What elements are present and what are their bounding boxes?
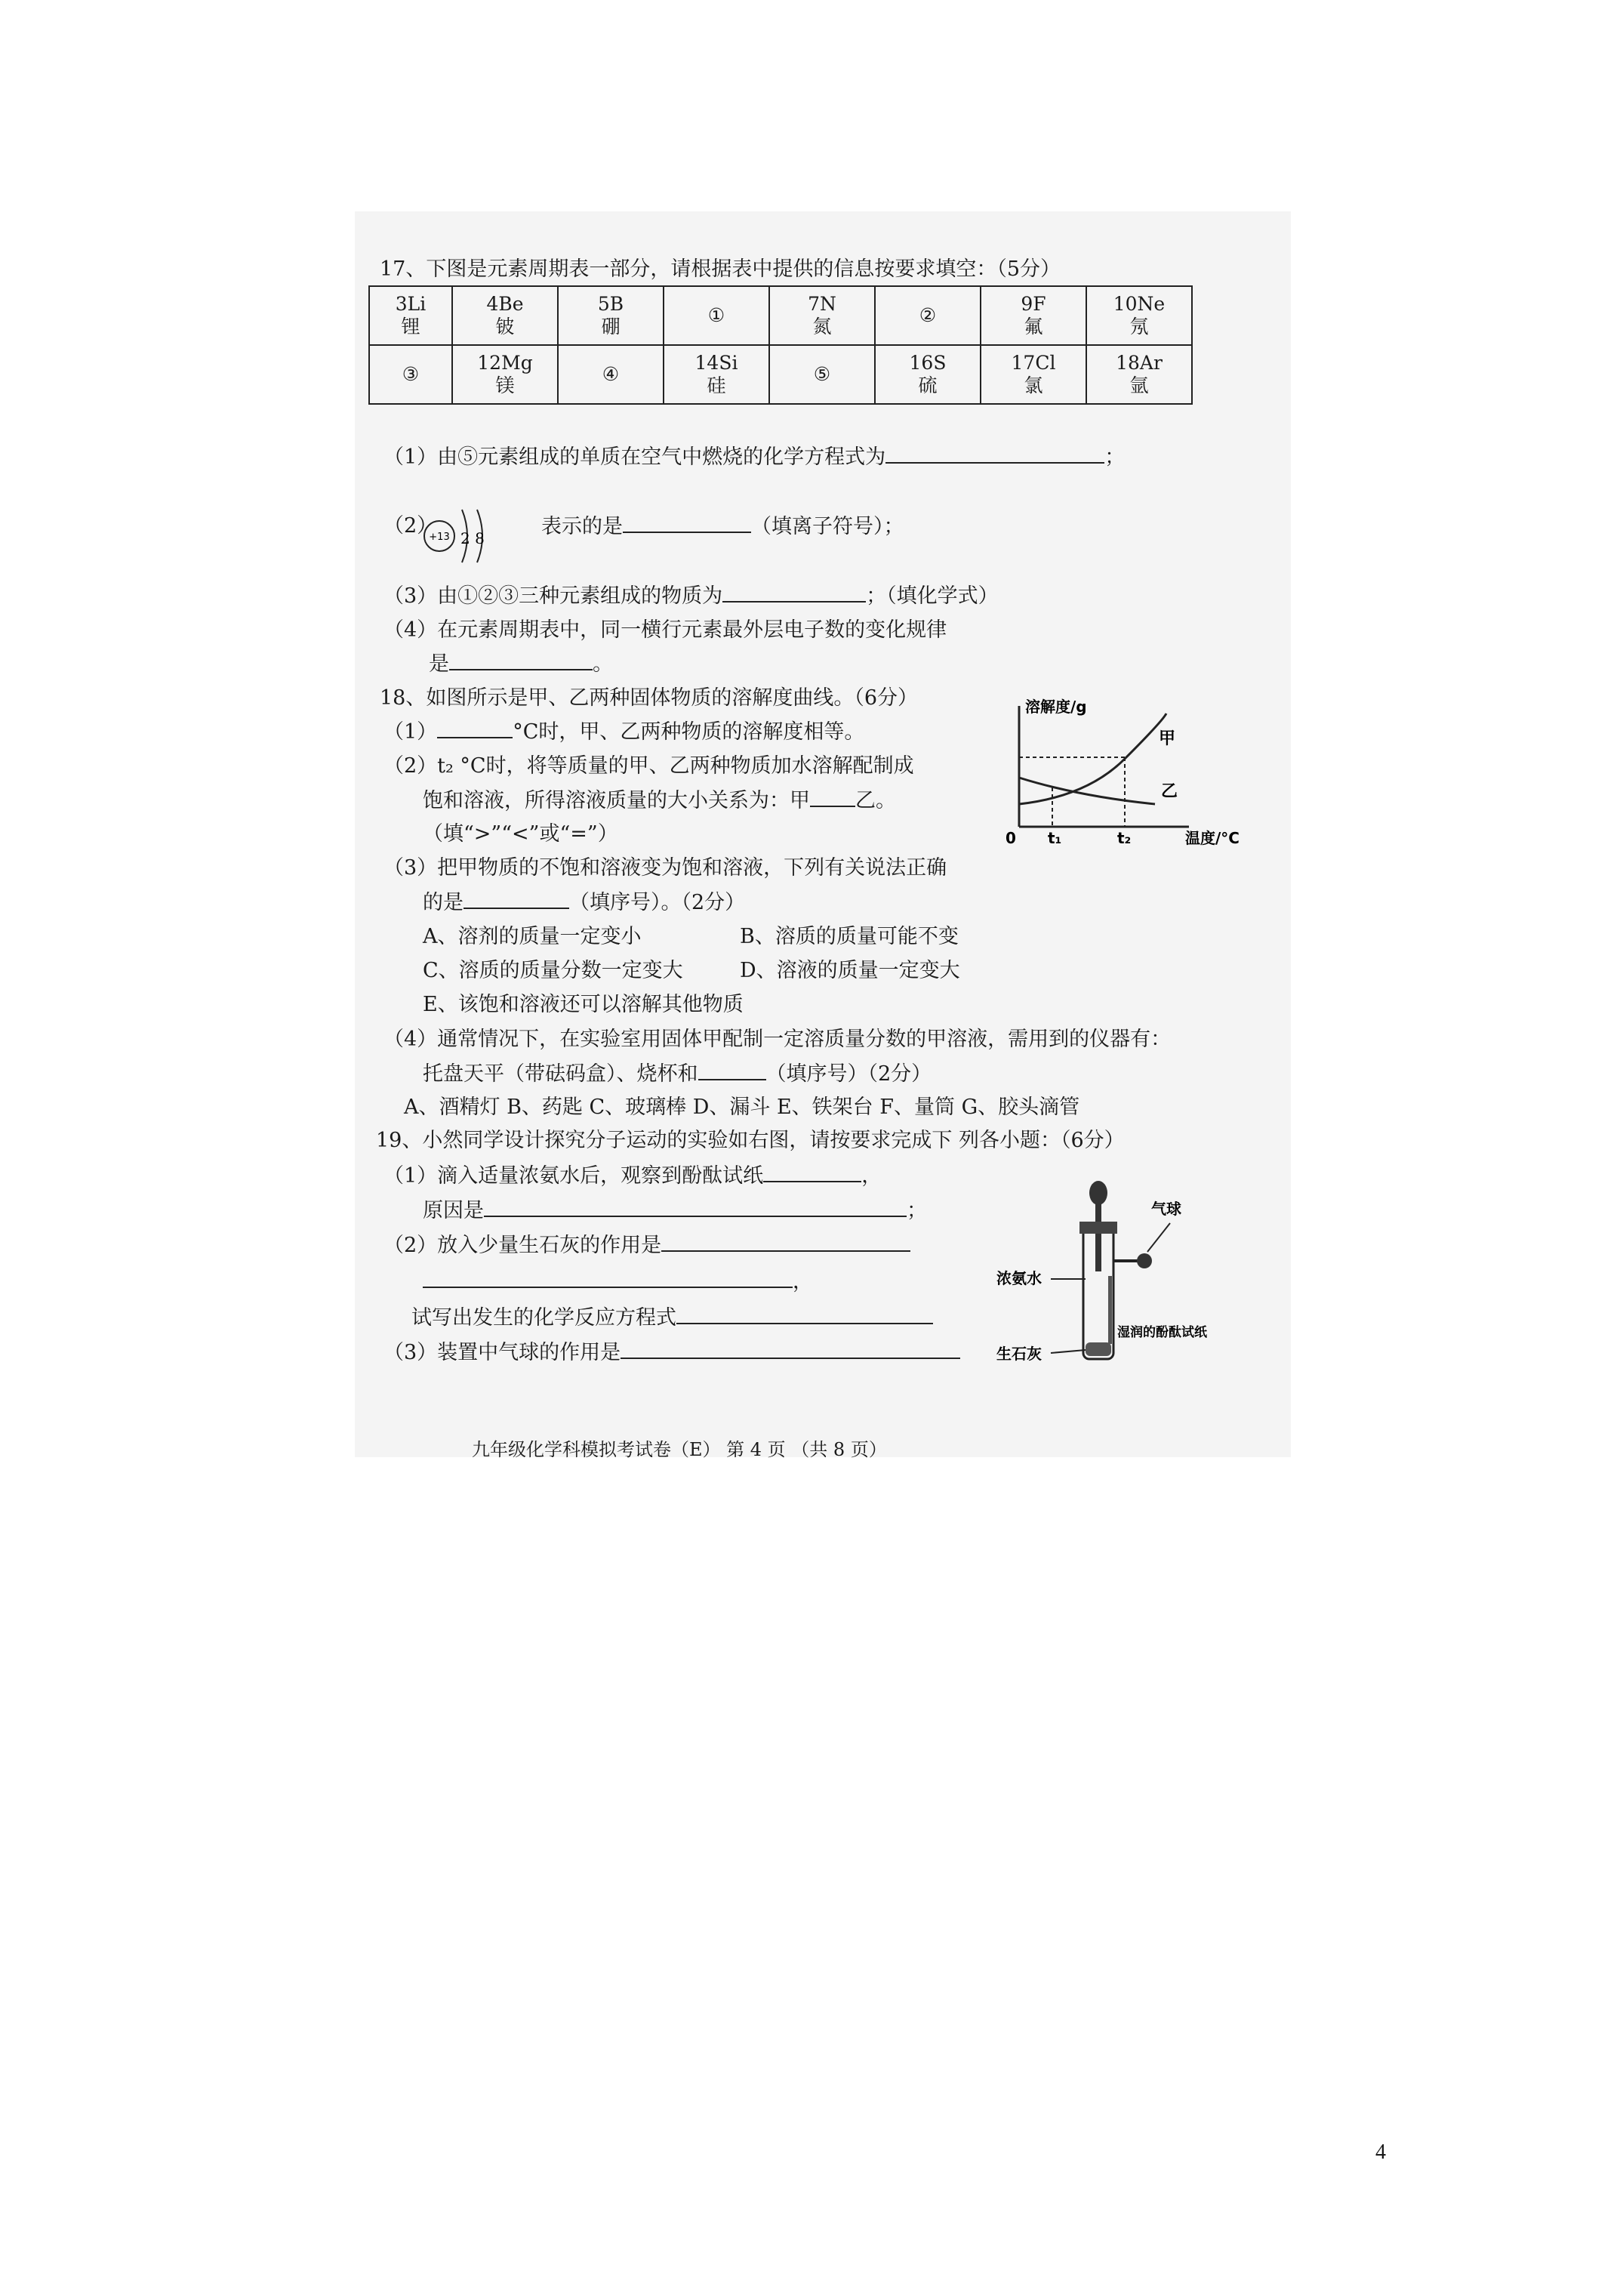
q18-option-d: D、溶液的质量一定变大 [740, 959, 960, 982]
balloon-pointer [1147, 1223, 1170, 1252]
answer-blank[interactable] [437, 719, 513, 738]
q18-part4a: （4）通常情况下，在实验室用固体甲配制一定溶质量分数的甲溶液，需用到的仪器有： [383, 1028, 1172, 1051]
cell-sym: 4Be [486, 293, 524, 315]
q18-part1-text: °C时，甲、乙两种物质的溶解度相等。 [513, 720, 865, 744]
periodic-row-1 [369, 286, 1192, 345]
q17-title: 17、下图是元素周期表一部分，请根据表中提供的信息按要求填空：（5分） [380, 257, 1061, 281]
cell-name: 硅 [707, 374, 726, 396]
cell-sym: ④ [602, 363, 620, 385]
cell-name: 硫 [918, 374, 938, 396]
cell-sym: 17Cl [1011, 352, 1056, 374]
lime-label: 生石灰 [996, 1345, 1042, 1363]
q17-part2-end: （填离子符号）； [751, 515, 904, 538]
q18-part4b-end: （填序号）（2分） [765, 1062, 932, 1086]
q18-option-b: B、溶质的质量可能不变 [740, 925, 959, 948]
q19-part1a [383, 1163, 882, 1189]
q18-option-e: E、该饱和溶液还可以溶解其他物质 [423, 993, 744, 1016]
cell-sym: 5B [597, 293, 624, 315]
q17-part2 [541, 513, 904, 540]
q17-part1-end: ； [1104, 445, 1126, 469]
page-number: 4 [1375, 2140, 1386, 2164]
ion-structure-diagram [423, 502, 513, 570]
q17-part3-end: ；（填化学式） [866, 584, 999, 608]
q17-part4b [429, 651, 613, 677]
q18-option-a: A、溶剂的质量一定变小 [423, 925, 642, 948]
y-axis-label: 溶解度/g [1025, 698, 1087, 716]
q19-part2c-text: 试写出发生的化学反应方程式 [411, 1306, 676, 1330]
series-jia-curve [1019, 713, 1166, 804]
page-footer: 九年级化学科模拟考试卷（E） 第 4 页 （共 8 页） [472, 1439, 887, 1460]
quicklime [1086, 1342, 1111, 1356]
cell-sym: ⑤ [813, 363, 831, 385]
origin-label: 0 [1006, 829, 1016, 847]
q19-part2a [383, 1232, 910, 1259]
cell-name: 氯 [1024, 374, 1043, 396]
cell-sym: ① [707, 304, 725, 326]
ammonia-label: 浓氨水 [996, 1269, 1042, 1287]
q18-part1-prefix: （1） [383, 720, 438, 744]
answer-blank[interactable] [484, 1197, 907, 1217]
q18-part4b-text: 托盘天平（带砝码盒）、烧杯和 [423, 1062, 698, 1086]
t2-tick-label: t₂ [1117, 829, 1132, 847]
q18-part2c: （填“>”“<”或“=”） [423, 822, 618, 846]
x-axis-label: 温度/°C [1185, 829, 1240, 847]
answer-blank[interactable] [698, 1061, 766, 1080]
solubility-chart [1004, 698, 1240, 849]
cell-name: 硼 [601, 316, 621, 337]
q17-part2-prefix: （2） [383, 514, 438, 538]
cell-name: 氟 [1024, 316, 1043, 337]
q17-part4a: （4）在元素周期表中，同一横行元素最外层电子数的变化规律 [383, 618, 947, 642]
answer-blank[interactable] [676, 1305, 933, 1324]
cell-sym: 10Ne [1113, 293, 1166, 315]
cell-name: 氖 [1129, 316, 1149, 337]
cell-name: 镁 [495, 374, 515, 396]
series-jia-label: 甲 [1159, 729, 1176, 748]
test-paper [1108, 1276, 1112, 1344]
answer-blank[interactable] [661, 1232, 910, 1252]
q18-part3b-text: 的是 [423, 891, 463, 914]
cell-sym: 16S [909, 352, 947, 374]
cell-sym: 18Ar [1116, 352, 1163, 374]
periodic-table [368, 285, 1193, 405]
nucleus-charge: +13 [429, 532, 450, 543]
q17-part1-text: （1）由⑤元素组成的单质在空气中燃烧的化学方程式为 [383, 445, 886, 469]
cell-sym: 9F [1021, 293, 1046, 315]
apparatus-diagram [996, 1178, 1207, 1374]
balloon-icon [1137, 1253, 1152, 1268]
series-yi-label: 乙 [1161, 782, 1178, 801]
answer-blank[interactable] [623, 513, 751, 533]
stopper [1079, 1222, 1117, 1234]
answer-blank[interactable] [885, 444, 1104, 464]
answer-blank[interactable] [621, 1339, 960, 1359]
answer-blank[interactable] [449, 651, 593, 670]
q19-part1b [423, 1197, 927, 1224]
q18-part2a: （2）t₂ °C时，将等质量的甲、乙两种物质加水溶解配制成 [383, 754, 914, 778]
cell-sym: ② [919, 304, 937, 326]
q17-part1 [383, 444, 1125, 470]
periodic-row-2 [369, 345, 1192, 404]
q19-part1a-text: （1）滴入适量浓氨水后，观察到酚酞试纸 [383, 1164, 764, 1188]
cell-name: 氩 [1129, 374, 1149, 396]
q19-part3-text: （3）装置中气球的作用是 [383, 1341, 621, 1364]
q19-part3 [383, 1339, 960, 1366]
q17-part4b-text: 是 [429, 652, 449, 676]
q18-part2b [423, 787, 896, 814]
cell-name: 氮 [812, 316, 832, 337]
lime-pointer [1051, 1350, 1086, 1353]
q18-part3a: （3）把甲物质的不饱和溶液变为饱和溶液，下列有关说法正确 [383, 856, 947, 880]
q17-part2-text: 表示的是 [541, 515, 623, 538]
q18-title: 18、如图所示是甲、乙两种固体物质的溶解度曲线。（6分） [380, 686, 919, 710]
cell-sym: 3Li [395, 293, 427, 315]
q17-part3-text: （3）由①②③三种元素组成的物质为 [383, 584, 723, 608]
t1-tick-label: t₁ [1048, 829, 1062, 847]
q18-part3b [423, 889, 745, 916]
q18-part4c: A、酒精灯 B、药匙 C、玻璃棒 D、漏斗 E、铁架台 F、量筒 G、胶头滴管 [404, 1096, 1080, 1119]
q17-part3 [383, 583, 999, 609]
balloon-label: 气球 [1151, 1200, 1181, 1218]
q18-part1 [383, 719, 864, 745]
cell-sym: ③ [402, 363, 420, 385]
q18-part2b-end: 乙。 [855, 789, 896, 812]
q19-part1b-end: ； [907, 1199, 927, 1222]
q19-part2a-text: （2）放入少量生石灰的作用是 [383, 1234, 662, 1257]
paper-label: 湿润的酚酞试纸 [1117, 1325, 1207, 1340]
q19-part1a-end: ， [861, 1164, 882, 1188]
shell-electrons: 2 8 [460, 529, 485, 547]
answer-blank[interactable] [763, 1163, 861, 1182]
answer-blank[interactable] [810, 787, 855, 807]
dropper-bulb [1089, 1181, 1107, 1205]
q18-part4b [423, 1061, 932, 1087]
q19-part2b-end: ， [793, 1270, 813, 1293]
cell-sym: 12Mg [477, 352, 533, 374]
cell-name: 锂 [401, 316, 420, 337]
answer-blank[interactable] [423, 1268, 793, 1288]
cell-sym: 7N [808, 293, 836, 315]
q19-part2c [411, 1305, 933, 1331]
dropper-tube [1095, 1203, 1101, 1271]
answer-blank[interactable] [722, 583, 866, 603]
cell-sym: 14Si [694, 352, 738, 374]
q17-part4-end: 。 [593, 652, 613, 676]
q19-part1b-text: 原因是 [423, 1199, 484, 1222]
q18-part2b-text: 饱和溶液，所得溶液质量的大小关系为：甲 [423, 789, 810, 812]
answer-blank[interactable] [463, 889, 569, 909]
q19-part2b [423, 1268, 813, 1295]
cell-name: 铍 [495, 316, 515, 337]
q19-title: 19、小然同学设计探究分子运动的实验如右图，请按要求完成下 列各小题：（6分） [376, 1129, 1125, 1152]
q18-option-c: C、溶质的质量分数一定变大 [423, 959, 683, 982]
q18-part3b-end: （填序号）。（2分） [569, 891, 746, 914]
